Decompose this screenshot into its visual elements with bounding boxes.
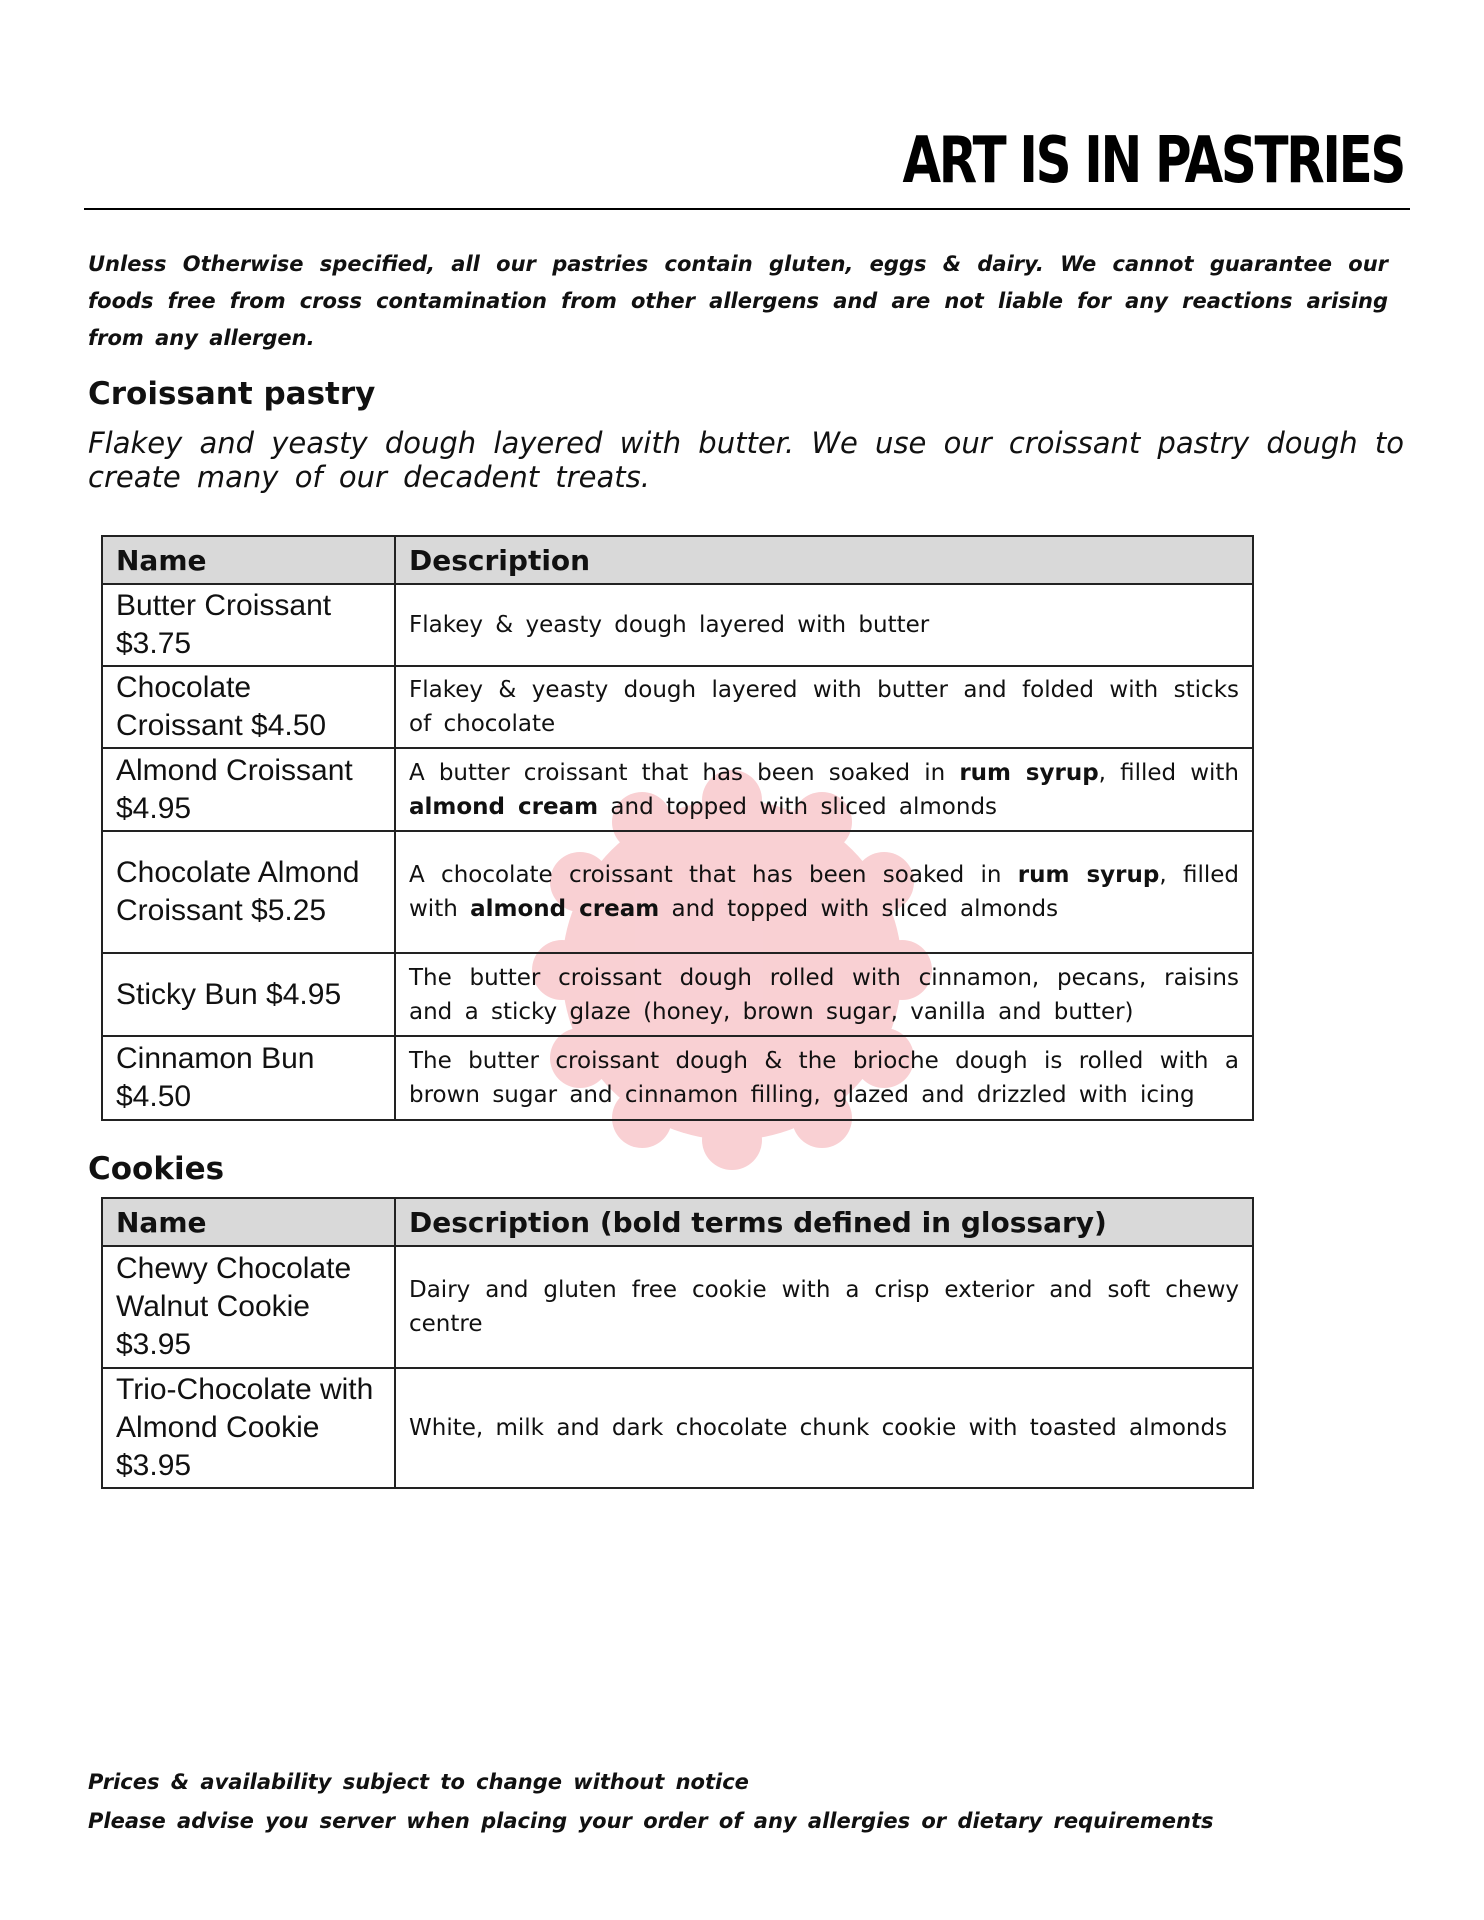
item-name: Chewy Chocolate Walnut Cookie $3.95 (102, 1246, 395, 1368)
table-row (102, 666, 1253, 748)
column-header-name: Name (102, 536, 395, 584)
item-name: Cinnamon Bun $4.50 (102, 1036, 395, 1120)
item-description: Flakey & yeasty dough layered with butter and folded with sticks of chocolate (395, 666, 1253, 748)
glossary-term: rum syrup (959, 759, 1099, 786)
item-name: Sticky Bun $4.95 (102, 953, 395, 1036)
section-description-croissant: Flakey and yeasty dough layered with butter. We use our croissant pastry dough to create many of our decadent treats. (88, 426, 1404, 494)
table-row (102, 1246, 1253, 1368)
table-row (102, 831, 1253, 953)
table-row (102, 584, 1253, 666)
header-divider (84, 208, 1410, 210)
allergen-disclaimer: Unless Otherwise specified, all our pastries contain gluten, eggs & dairy. We cannot guarantee our foods free from cross contamination from other allergens and are not liable for any reactions arising from any allergen. (88, 252, 1388, 350)
column-header-name: Name (102, 1198, 395, 1246)
item-description: White, milk and dark chocolate chunk cookie with toasted almonds (395, 1368, 1253, 1488)
item-description: A chocolate croissant that has been soaked in rum syrup, filled with almond cream and topped with sliced almonds (395, 831, 1253, 953)
section-title-cookies: Cookies (88, 1151, 225, 1187)
section-title-croissant: Croissant pastry (88, 376, 376, 412)
table-row (102, 1036, 1253, 1120)
glossary-term: almond cream (470, 896, 660, 922)
table-header-row (102, 1198, 1253, 1246)
page-title: ART IS IN PASTRIES (902, 124, 1404, 198)
table-row (102, 953, 1253, 1036)
glossary-term: rum syrup (1017, 862, 1160, 888)
table-row (102, 1368, 1253, 1488)
item-description: A butter croissant that has been soaked in rum syrup, filled with almond cream and topped with sliced almonds (395, 748, 1253, 831)
item-name: Almond Croissant $4.95 (102, 748, 395, 831)
item-description: The butter croissant dough & the brioche dough is rolled with a brown sugar and cinnamon filling, glazed and drizzled with icing (395, 1036, 1253, 1120)
table-header-row (102, 536, 1253, 584)
item-description: The butter croissant dough rolled with cinnamon, pecans, raisins and a sticky glaze (honey, brown sugar, vanilla and butter) (395, 953, 1253, 1036)
footer-allergy-notice: Please advise you server when placing your order of any allergies or dietary requirements (88, 1809, 1214, 1833)
item-name: Butter Croissant $3.75 (102, 584, 395, 666)
item-name: Chocolate Croissant $4.50 (102, 666, 395, 748)
cookies-table (101, 1197, 1254, 1489)
item-name: Chocolate Almond Croissant $5.25 (102, 831, 395, 953)
table-row (102, 748, 1253, 831)
column-header-description: Description (395, 536, 1253, 584)
item-name: Trio-Chocolate with Almond Cookie $3.95 (102, 1368, 395, 1488)
footer-price-notice: Prices & availability subject to change without notice (88, 1770, 749, 1794)
item-description: Flakey & yeasty dough layered with butter (395, 584, 1253, 666)
column-header-description: Description (bold terms defined in glossary) (395, 1198, 1253, 1246)
glossary-term: almond cream (409, 793, 599, 820)
croissant-table (101, 535, 1254, 1121)
item-description: Dairy and gluten free cookie with a crisp exterior and soft chewy centre (395, 1246, 1253, 1368)
